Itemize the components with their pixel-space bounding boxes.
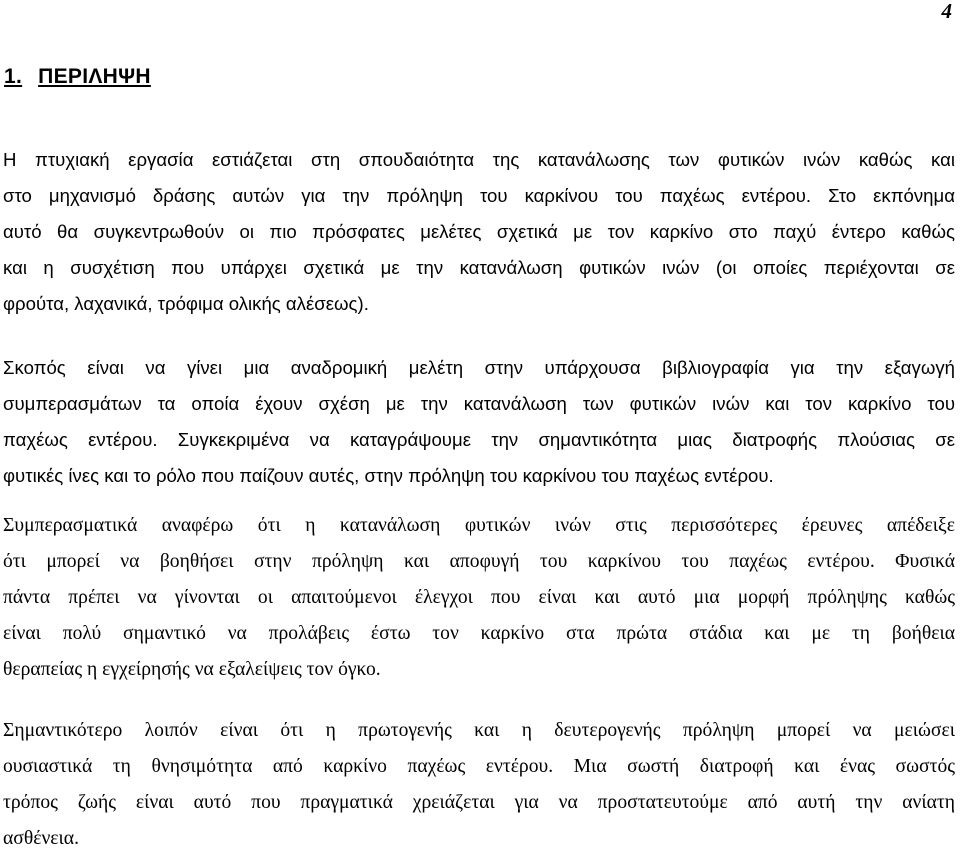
paragraph-4 [3,713,955,857]
paragraph-line: θεραπείας η εγχείρησής να εξαλείψεις τον όγκο. [3,659,381,680]
section-number: 1. [4,65,23,88]
paragraph-line: και η συσχέτιση που υπάρχει σχετικά με την κατανάλωση φυτικών ινών (οι οποίες περιέχονται σε [3,257,955,278]
page-number: 4 [941,0,952,23]
paragraph-line: Σκοπός είναι να γίνει μια αναδρομική μελέτη στην υπάρχουσα βιβλιογραφία για την εξαγωγή [3,357,955,378]
paragraph-line: τρόπος ζωής είναι αυτό που πραγματικά χρειάζεται για να προστατευτούμε από αυτή την ανίατη [3,792,955,813]
paragraph-line: πάντα πρέπει να γίνονται οι απαιτούμενοι έλεγχοι που είναι και αυτό μια μορφή πρόληψης καθώς [3,587,955,608]
paragraph-line: Σημαντικότερο λοιπόν είναι ότι η πρωτογενής και η δευτερογενής πρόληψη μπορεί να μειώσει [3,720,955,741]
paragraph-line: συμπερασμάτων τα οποία έχουν σχέση με την κατανάλωση των φυτικών ινών και τον καρκίνο του [3,393,955,414]
paragraph-3 [3,508,955,688]
paragraph-line: Η πτυχιακή εργασία εστιάζεται στη σπουδαιότητα της κατανάλωσης των φυτικών ινών καθώς και [3,149,955,170]
paragraph-line: ότι μπορεί να βοηθήσει στην πρόληψη και αποφυγή του καρκίνου του παχέως εντέρου. Φυσικά [3,551,955,572]
paragraph-line: φρούτα, λαχανικά, τρόφιμα ολικής αλέσεως). [3,293,369,314]
paragraph-line: παχέως εντέρου. Συγκεκριμένα να καταγράψουμε την σημαντικότητα μιας διατροφής πλούσιας σε [3,429,955,450]
section-title: ΠΕΡΙΛΗΨΗ [38,65,151,88]
paragraph-line: ουσιαστικά τη θνησιμότητα από καρκίνο παχέως εντέρου. Μια σωστή διατροφή και ένας σωστός [3,756,955,777]
paragraph-line: είναι πολύ σημαντικό να προλάβεις έστω τον καρκίνο στα πρώτα στάδια και με τη βοήθεια [3,623,955,644]
paragraph-line: φυτικές ίνες και το ρόλο που παίζουν αυτές, στην πρόληψη του καρκίνου του παχέως εντέρου. [3,465,774,486]
paragraph-2 [3,350,955,494]
paragraph-line: αυτό θα συγκεντρωθούν οι πιο πρόσφατες μελέτες σχετικά με τον καρκίνο στο παχύ έντερο καθώς [3,221,955,242]
paragraph-1 [3,142,955,322]
section-heading [4,63,151,91]
paragraph-line: Συμπερασματικά αναφέρω ότι η κατανάλωση φυτικών ινών στις περισσότερες έρευνες απέδειξε [3,515,955,536]
paragraph-line: στο μηχανισμό δράσης αυτών για την πρόληψη του καρκίνου του παχέως εντέρου. Στο εκπόνημα [3,185,955,206]
paragraph-line: ασθένεια. [3,828,79,849]
